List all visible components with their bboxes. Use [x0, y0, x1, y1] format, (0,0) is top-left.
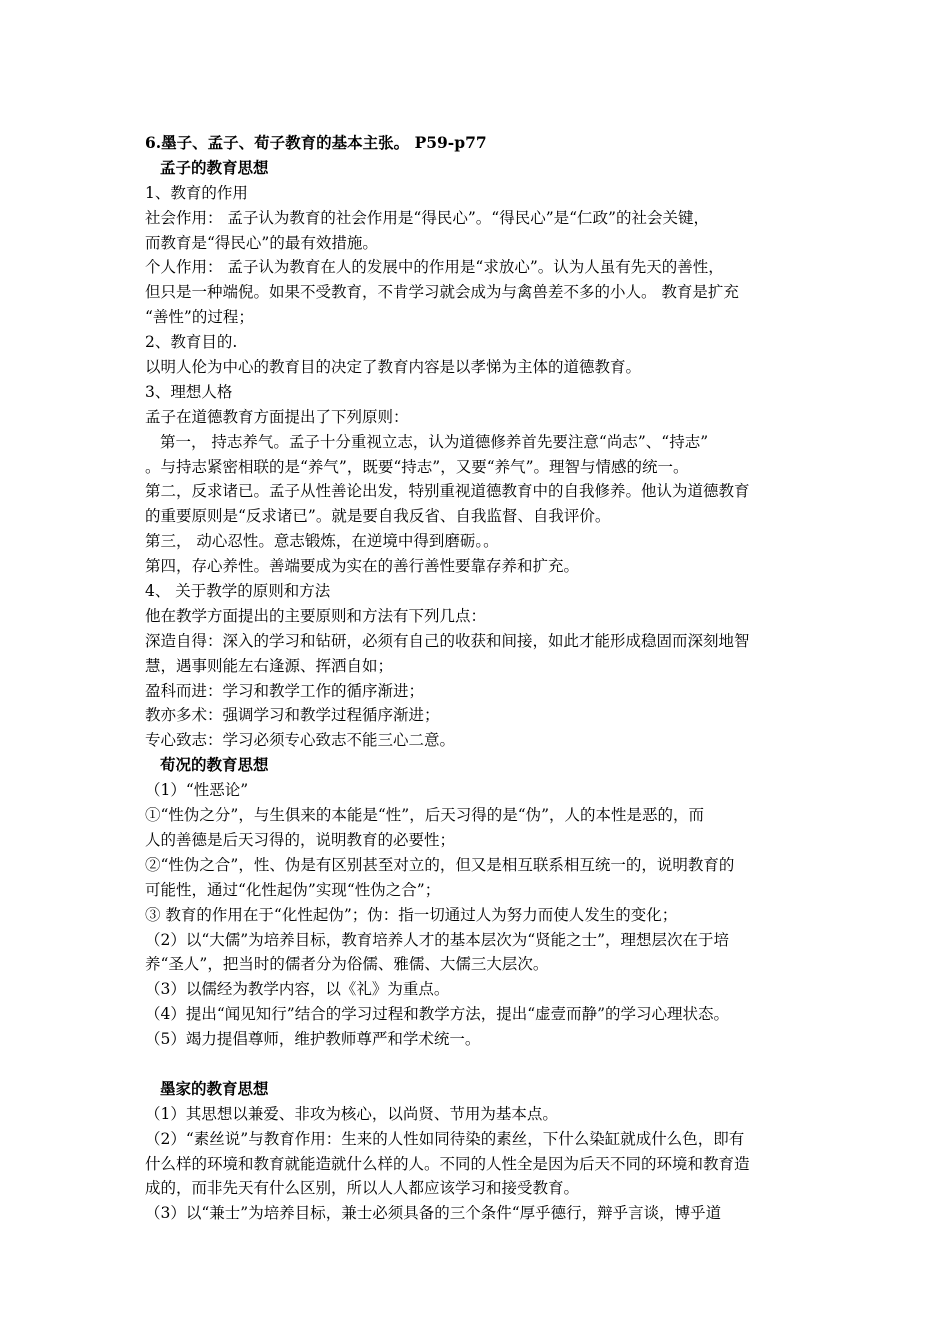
blank-line	[145, 1052, 815, 1077]
text-line: 什么样的环境和教育就能造就什么样的人。不同的人性全是因为后天不同的环境和教育造	[145, 1154, 750, 1173]
text-line: 但只是一种端倪。如果不受教育，不肯学习就会成为与禽兽差不多的小人。 教育是扩充	[145, 283, 739, 302]
text-line: 。与持志紧密相联的是“养气”，既要“持志”，又要“养气”。理智与情感的统一。	[145, 457, 689, 476]
text-line: 深造自得：深入的学习和钻研，必须有自己的收获和间接，如此才能形成稳固而深刻地智	[145, 631, 750, 650]
text-line: 慧，遇事则能左右逢源、挥洒自如；	[145, 656, 394, 675]
text-line: 可能性，通过“化性起伪”实现“性伪之合”；	[145, 880, 441, 899]
text-line: （2）“素丝说”与教育作用：生来的人性如同待染的素丝，下什么染缸就成什么色，即有	[145, 1129, 745, 1148]
text-line: 第三， 动心忍性。意志锻炼，在逆境中得到磨砺。。	[145, 532, 499, 551]
text-line: 第一， 持志养气。孟子十分重视立志，认为道德修养首先要注意“尚志”、“持志”	[160, 432, 709, 451]
document-title: 6.墨子、孟子、荀子教育的基本主张。 P59-p77	[145, 133, 487, 152]
section-heading: 荀况的教育思想	[160, 755, 269, 775]
text-line: 2、教育目的.	[145, 333, 238, 352]
text-line: 教亦多术：强调学习和教学过程循序渐进；	[145, 706, 440, 725]
text-line: 以明人伦为中心的教育目的决定了教育内容是以孝悌为主体的道德教育。	[145, 358, 642, 377]
text-line: “善性”的过程；	[145, 308, 254, 327]
text-line: 盈科而进：学习和教学工作的循序渐进；	[145, 681, 425, 700]
text-line: （1）其思想以兼爱、非攻为核心，以尚贤、节用为基本点。	[145, 1104, 558, 1123]
section-heading: 孟子的教育思想	[160, 157, 269, 177]
text-line: 社会作用： 孟子认为教育的社会作用是“得民心”。“得民心”是“仁政”的社会关键，	[145, 208, 709, 227]
text-line: （5）竭力提倡尊师，维护教师尊严和学术统一。	[145, 1030, 481, 1049]
text-line: ①“性伪之分”，与生俱来的本能是“性”，后天习得的是“伪”，人的本性是恶的，而	[145, 806, 705, 825]
text-line: ③ 教育的作用在于“化性起伪”；伪：指一切通过人为努力而使人发生的变化；	[145, 905, 678, 924]
text-line: 第二，反求诸已。孟子从性善论出发，特别重视道德教育中的自我修养。他认为道德教育	[145, 482, 750, 501]
text-line: 人的善德是后天习得的，说明教育的必要性；	[145, 830, 456, 849]
text-line: 个人作用： 孟子认为教育在人的发展中的作用是“求放心”。认为人虽有先天的善性，	[145, 258, 724, 277]
text-line: 养“圣人”，把当时的儒者分为俗儒、雅儒、大儒三大层次。	[145, 955, 549, 974]
text-line: （3）以儒经为教学内容，以《礼》为重点。	[145, 980, 450, 999]
text-line: （4）提出“闻见知行”结合的学习过程和教学方法，提出“虚壹而静”的学习心理状态。	[145, 1005, 730, 1024]
text-line: ②“性伪之合”，性、伪是有区别甚至对立的，但又是相互联系相互统一的，说明教育的	[145, 855, 735, 874]
document-body	[145, 131, 815, 1226]
text-line: 成的，而非先天有什么区别，所以人人都应该学习和接受教育。	[145, 1179, 580, 1198]
section-heading: 墨家的教育思想	[160, 1078, 269, 1098]
text-line: 他在教学方面提出的主要原则和方法有下列几点：	[145, 606, 487, 625]
text-line: （1）“性恶论”	[145, 781, 249, 800]
text-line: 1、教育的作用	[145, 183, 248, 202]
text-line: 而教育是“得民心”的最有效措施。	[145, 233, 378, 252]
text-line: 第四，存心养性。善端要成为实在的善行善性要靠存养和扩充。	[145, 557, 580, 576]
text-line: 4、 关于教学的原则和方法	[145, 582, 331, 601]
text-line: （2）以“大儒”为培养目标，教育培养人才的基本层次为“贤能之士”，理想层次在于培	[145, 930, 730, 949]
text-line: 专心致志：学习必须专心致志不能三心二意。	[145, 731, 456, 750]
text-line: （3）以“兼士”为培养目标，兼士必须具备的三个条件“厚乎德行，辩乎言谈，博乎道	[145, 1204, 722, 1223]
text-line: 3、理想人格	[145, 382, 233, 401]
text-line: 的重要原则是“反求诸已”。就是要自我反省、自我监督、自我评价。	[145, 507, 611, 526]
text-line: 孟子在道德教育方面提出了下列原则：	[145, 407, 409, 426]
